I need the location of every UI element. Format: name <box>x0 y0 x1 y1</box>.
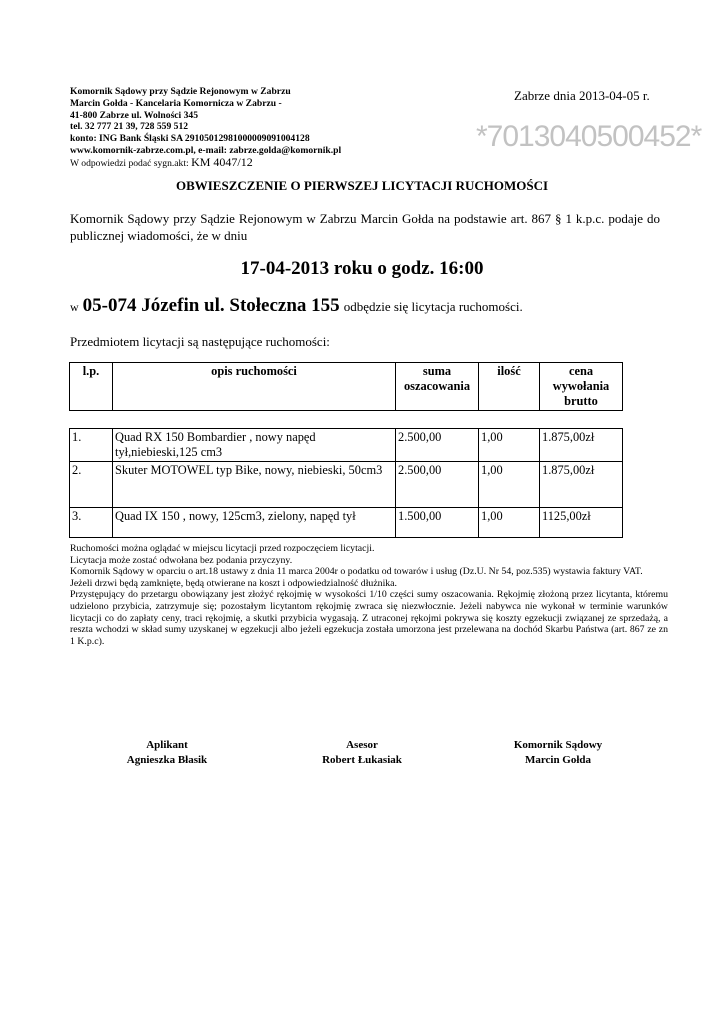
cell-quantity: 1,00 <box>479 462 540 508</box>
header-quantity: ilość <box>479 363 540 411</box>
cell-description: Skuter MOTOWEL typ Bike, nowy, niebieski, 50cm3 <box>113 462 396 508</box>
cell-description: Quad RX 150 Bombardier , nowy napęd tył,niebieski,125 cm3 <box>113 429 396 462</box>
signature-aplikant <box>67 738 267 768</box>
cell-lp: 1. <box>70 429 113 462</box>
cell-price: 1.875,00zł <box>540 462 623 508</box>
note-line: Ruchomości można oglądać w miejscu licytacji przed rozpoczęciem licytacji. <box>70 543 375 554</box>
document-date: Zabrze dnia 2013-04-05 r. <box>514 88 650 103</box>
items-table <box>69 428 623 538</box>
signature-role: Asesor <box>346 739 378 751</box>
auction-notes <box>70 543 668 647</box>
letterhead-line: Marcin Gołda - Kancelaria Komornicza w Zabrzu - <box>70 97 282 109</box>
case-reference-label: W odpowiedzi podać sygn.akt: <box>70 157 189 169</box>
cell-value: 2.500,00 <box>396 429 479 462</box>
signature-asesor <box>262 738 462 768</box>
letterhead-line: 41-800 Zabrze ul. Wolności 345 <box>70 109 199 121</box>
note-line: Licytacja może zostać odwołana bez podania przyczyny. <box>70 554 293 566</box>
header-description: opis ruchomości <box>113 363 396 411</box>
signature-role: Aplikant <box>146 739 188 751</box>
auction-place <box>70 295 523 317</box>
table-row <box>70 508 623 538</box>
letterhead <box>70 86 341 170</box>
note-line: Komornik Sądowy w oparciu o art.18 ustawy z dnia 11 marca 2004r o podatku od towarów i usług (Dz.U. Nr 54, poz.535) wystawia faktury VAT. <box>70 566 643 578</box>
table-row <box>70 429 623 462</box>
place-prefix: w <box>70 300 79 314</box>
letterhead-line: konto: ING Bank Śląski SA 29105012981000009091004128 <box>70 133 310 145</box>
subject-intro: Przedmiotem licytacji są następujące ruchomości: <box>70 334 330 349</box>
cell-price: 1.875,00zł <box>540 429 623 462</box>
cell-price: 1125,00zł <box>540 508 623 538</box>
intro-paragraph: Komornik Sądowy przy Sądzie Rejonowym w Zabrzu Marcin Gołda na podstawie art. 867 § 1 k.p.c. podaje do publicznej wiadomości, że w dniu <box>70 211 660 243</box>
cell-description: Quad IX 150 , nowy, 125cm3, zielony, napęd tył <box>113 508 396 538</box>
cell-quantity: 1,00 <box>479 429 540 462</box>
letterhead-line: Komornik Sądowy przy Sądzie Rejonowym w Zabrzu <box>70 86 291 97</box>
cell-value: 1.500,00 <box>396 508 479 538</box>
cell-lp: 2. <box>70 462 113 508</box>
signature-name: Robert Łukasiak <box>322 754 402 766</box>
signature-role: Komornik Sądowy <box>513 739 603 751</box>
header-lp: l.p. <box>70 363 113 411</box>
items-table-header <box>69 362 623 411</box>
cell-value: 2.500,00 <box>396 462 479 508</box>
note-line: Jeżeli drzwi będą zamknięte, będą otwierane na koszt i odpowiedzialność dłużnika. <box>70 577 397 589</box>
auction-datetime: 17-04-2013 roku o godz. 16:00 <box>240 258 484 279</box>
signature-name: Agnieszka Błasik <box>126 754 208 766</box>
signature-komornik <box>458 738 658 768</box>
place-address: 05-074 Józefin ul. Stołeczna 155 <box>82 295 340 316</box>
letterhead-line: www.komornik-zabrze.com.pl, e-mail: zabrze.golda@komornik.pl <box>70 144 342 156</box>
case-reference <box>70 154 341 170</box>
barcode-stamp: *7013040500452* <box>476 120 702 153</box>
case-reference-value: KM 4047/12 <box>191 154 253 169</box>
cell-quantity: 1,00 <box>479 508 540 538</box>
letterhead-line: tel. 32 777 21 39, 728 559 512 <box>70 121 189 133</box>
table-row <box>70 462 623 508</box>
cell-lp: 3. <box>70 508 113 538</box>
signature-name: Marcin Gołda <box>524 754 592 766</box>
note-line: Przystępujący do przetargu obowiązany jest złożyć rękojmię w wysokości 1/10 części sumy oszacowania. Rękojmię złożoną przez licytanta, któremu udzielono przybicia, zatrzymuje się; pozostałym licytantom rękojmię zwraca się niezwłocznie. Jeżeli nabywca nie wykonał w terminie warunków licytacji co do zapłaty ceny, traci rękojmię, a skutki przybicia wygasają. Z utraconej rękojmi pokrywa się koszty egzekucji związanej ze sprzedażą, a reszta wchodzi w skład sumy uzyskanej w egzekucji albo jeżeli egzekucja została umorzona jest przelewana na dochód Skarbu Państwa (art. 867 ze zn 1 K.p.c). <box>70 589 668 647</box>
document-title: OBWIESZCZENIE O PIERWSZEJ LICYTACJI RUCHOMOŚCI <box>175 178 549 193</box>
header-value: suma oszacowania <box>396 363 479 411</box>
place-suffix: odbędzie się licytacja ruchomości. <box>343 299 523 314</box>
header-price: cena wywołania brutto <box>540 363 623 411</box>
